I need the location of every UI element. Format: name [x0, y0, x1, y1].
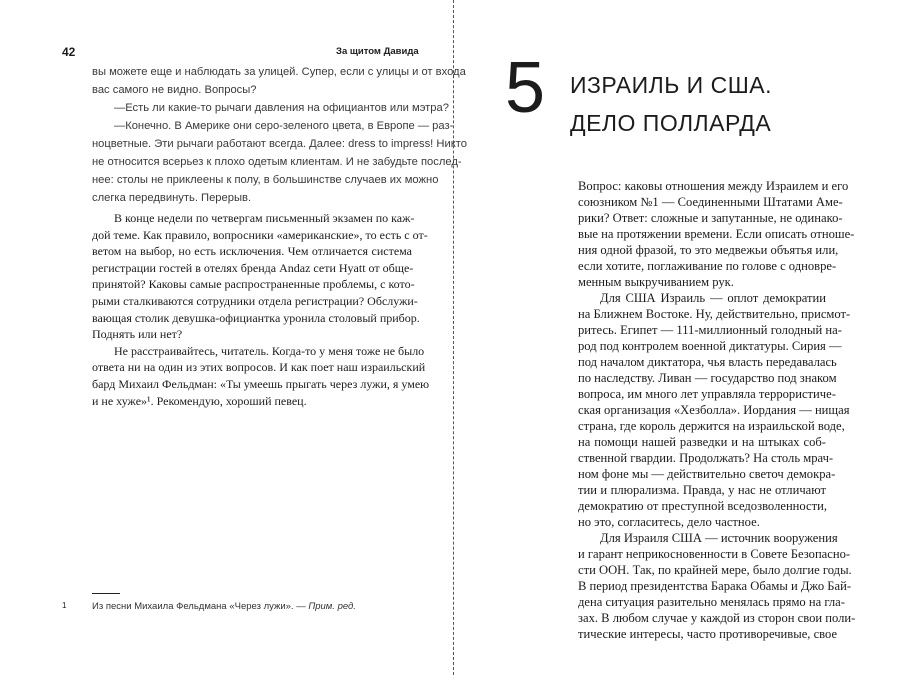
text-line: ственной гвардии. Продолжать? На столь мрач- — [578, 451, 834, 465]
paragraph — [578, 178, 855, 290]
page-number: 42 — [62, 45, 76, 59]
text-line: менным выкручиванием рук. — [578, 275, 734, 289]
footnote-rule — [92, 593, 120, 594]
text-line: вопроса, им много лет управляла террористиче- — [578, 387, 836, 401]
text-line: и не хуже»¹. Рекомендую, хороший певец. — [92, 393, 307, 408]
text-line: дена ситуация разительно менялась прямо на гла- — [578, 595, 845, 609]
footnote-mark: 1 — [62, 601, 67, 610]
footnote-source: Из песни Михаила Фельдмана «Через лужи». — — [92, 601, 309, 612]
text-line: —Есть ли какие-то рычаги давления на официантов или мэтра? — [114, 102, 449, 114]
footnote-text — [92, 601, 356, 612]
chapter-body-text — [578, 178, 856, 642]
running-head: За щитом Давида — [336, 46, 419, 57]
text-line: нее: столы не приклеены к полу, в большинстве случаев их можно — [92, 174, 439, 186]
text-line: вы можете еще и наблюдать за улицей. Супер, если с улицы и от входа — [92, 66, 466, 78]
text-line: Поднять или нет? — [92, 327, 183, 342]
paragraph — [92, 117, 467, 207]
text-line: ния одной фразой, то это медвежьи объятья или, — [578, 243, 839, 257]
text-line: ритесь. Египет — 111-миллионный голодный на- — [578, 323, 842, 337]
text-line: слегка передвинуть. Перерыв. — [92, 192, 252, 204]
text-line: и гарант неприкосновенности в Совете Безопасно- — [578, 547, 851, 561]
text-line: Для Израиля США — источник вооружения — [600, 531, 838, 545]
text-line: Вопрос: каковы отношения между Израилем и его — [578, 179, 849, 193]
chapter-number: 5 — [505, 48, 546, 128]
chapter-title-line: ДЕЛО ПОЛЛАРДА — [570, 110, 772, 136]
interview-text-block — [92, 63, 467, 207]
text-line: под началом диктатора, чья власть передавалась — [578, 355, 837, 369]
body-text-block — [92, 210, 430, 409]
footnote-note: Прим. ред. — [308, 601, 356, 612]
text-line: рыми сталкиваются сотрудники отдела регистрации? Обслужи- — [92, 293, 418, 308]
text-line: В конце недели по четвергам письменный экзамен по каж- — [114, 211, 415, 225]
text-line: тические интересы, часто противоречивые, свое — [578, 627, 838, 641]
paragraph — [92, 99, 449, 117]
text-line: принятой? Каковы самые распространенные проблемы, с кото- — [92, 277, 415, 292]
text-line: не относится всерьез к плохо одетым клиентам. И не забудьте послед- — [92, 156, 462, 168]
text-line: Не расстраивайтесь, читатель. Когда-то у меня тоже не было — [114, 343, 425, 358]
text-line: ская организация «Хезболла». Иордания — нищая — [578, 403, 850, 417]
paragraph — [92, 63, 466, 99]
text-line: по наследству. Ливан — государство под знаком — [578, 371, 837, 385]
text-line: рики? Ответ: сложные и запутанные, не одинако- — [578, 211, 843, 225]
paragraph — [92, 210, 428, 343]
text-line: страна, где король держится на израильской воде, — [578, 419, 845, 433]
text-line: бард Михаил Фельдман: «Ты умеешь прыгать через лужи, я умею — [92, 376, 430, 391]
text-line: вас самого не видно. Вопросы? — [92, 84, 257, 96]
text-line: на Ближнем Востоке. Ну, действительно, присмот- — [578, 307, 851, 321]
chapter-title-line: ИЗРАИЛЬ И США. — [570, 72, 773, 98]
paragraph — [92, 343, 430, 409]
text-line: дой теме. Как правило, вопросники «американские», то есть с от- — [92, 227, 428, 242]
text-line: ноцветные. Эти рычаги работают всегда. Далее: dress to impress! Никто — [92, 138, 467, 150]
text-line: ветом на выбор, но есть исключения. Чем отличается система — [92, 244, 412, 259]
text-line: ном фоне мы — действительно светоч демокра- — [578, 467, 836, 481]
text-line: род под контролем военной диктатуры. Сирия — — [578, 339, 842, 353]
text-line: тии и плюрализма. Правда, у нас не отличают — [578, 483, 826, 497]
text-line: ответа ни на один из этих вопросов. И как поет наш израильский — [92, 360, 426, 375]
text-line: зах. В любом случае у каждой из сторон свои поли- — [578, 611, 856, 625]
chapter-title — [570, 66, 772, 142]
text-line: вые на протяжении времени. Если описать отноше- — [578, 227, 855, 241]
text-line: демократию от преступной вседозволенности, — [578, 499, 828, 513]
page-gutter-divider — [453, 0, 454, 675]
text-line: вающая столик девушка-официантка уронила столовый прибор. — [92, 310, 420, 325]
text-line: на помощи нашей разведки и на штыках соб- — [578, 435, 826, 449]
text-line: союзником №1 — Соединенными Штатами Аме- — [578, 195, 843, 209]
text-line: —Конечно. В Америке они серо-зеленого цвета, в Европе — раз- — [114, 120, 454, 132]
text-line: Для США Израиль — оплот демократии — [600, 291, 826, 305]
text-line: сти ООН. Так, по крайней мере, было долгие годы. — [578, 563, 852, 577]
text-line: но это, согласитесь, дело частное. — [578, 515, 760, 529]
paragraph — [578, 530, 856, 642]
text-line: В период президентства Барака Обамы и Джо Бай- — [578, 579, 852, 593]
text-line: регистрации гостей в отелях бренда Andaz сети Hyatt от обще- — [92, 260, 414, 275]
paragraph — [578, 290, 851, 530]
text-line: если хотите, поглаживание по голове с одновре- — [578, 259, 837, 273]
